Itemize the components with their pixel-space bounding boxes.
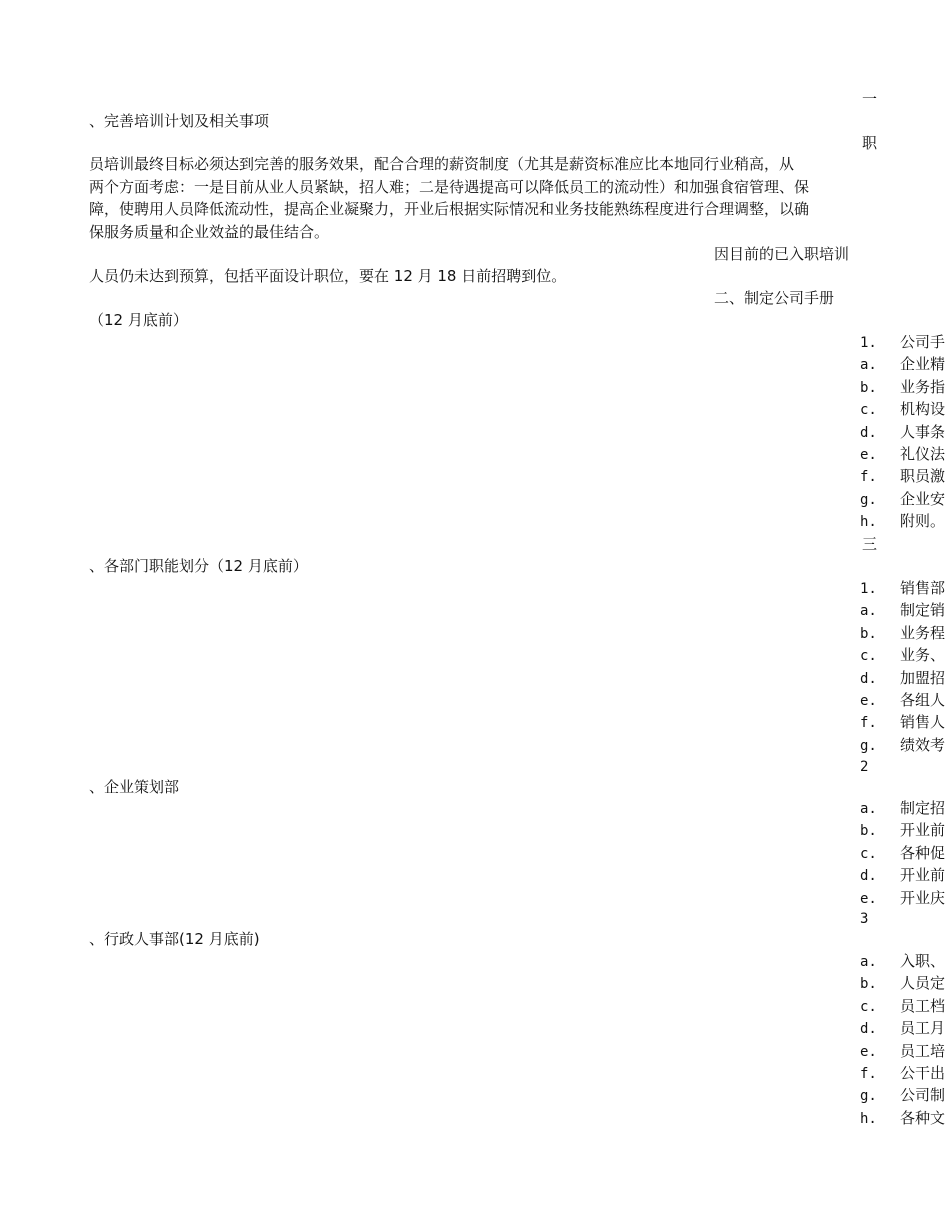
list-text: 加盟招: [900, 668, 946, 687]
list-marker: h.: [860, 514, 877, 531]
list-item: [860, 510, 945, 533]
list-text: 开业庆: [900, 888, 946, 907]
heading-departments: 、各部门职能划分（12 月底前）: [89, 557, 308, 575]
list-text: 制定销: [900, 601, 946, 620]
list-item: [860, 577, 945, 600]
list-item: [860, 995, 945, 1018]
list-item: [860, 622, 945, 645]
list-item: [860, 353, 945, 376]
list-text: 礼仪法: [900, 445, 946, 463]
list-marker: e.: [860, 890, 877, 907]
list-marker: 1.: [860, 581, 877, 597]
list-marker: f.: [860, 715, 877, 732]
list-text: 业务指: [900, 377, 946, 396]
list-item: [860, 644, 945, 667]
list-text: 开业前: [900, 866, 946, 885]
dash-marker: 一: [862, 90, 878, 108]
list-item: [860, 1084, 945, 1107]
list-text: 公司手: [900, 333, 946, 351]
list-item: [860, 972, 945, 995]
list-marker: a.: [860, 603, 877, 620]
list-text: 销售部: [900, 579, 946, 597]
zhi-char: 职: [862, 134, 878, 152]
list-marker: b.: [860, 976, 877, 993]
list-marker: c.: [860, 648, 877, 665]
list-marker: d.: [860, 670, 877, 687]
list-item: [860, 488, 945, 511]
list-item: [860, 398, 945, 421]
list-text: 业务、: [900, 646, 946, 665]
list-text: 企业安: [900, 489, 946, 508]
list-marker: g.: [860, 491, 877, 508]
list-marker: g.: [860, 737, 877, 754]
list-text: 机构设: [900, 400, 946, 419]
list-marker: d.: [860, 868, 877, 885]
list-marker: e.: [860, 693, 877, 709]
list-text: 企业精: [900, 355, 946, 374]
section-3-number: 3: [860, 911, 869, 927]
list-item: [860, 864, 945, 887]
list-text: 员工月: [900, 1019, 946, 1038]
list-marker: b.: [860, 625, 877, 642]
list-text: 销售人: [900, 713, 946, 732]
list-item: [860, 1017, 945, 1040]
list-marker: e.: [860, 1043, 877, 1060]
list-item: [860, 421, 945, 444]
training-paragraph: [89, 153, 861, 243]
list-text: 各种文: [900, 1108, 946, 1127]
list-text: 人员定: [900, 974, 946, 993]
list-item: [860, 465, 945, 488]
list-item: [860, 667, 945, 690]
deadline-note: （12 月底前）: [89, 311, 188, 329]
list-item: [860, 950, 945, 973]
list-item: [860, 711, 945, 734]
list-marker: h.: [860, 1110, 877, 1127]
list-text: 各组人: [900, 691, 946, 709]
list-text: 员工培: [900, 1041, 946, 1060]
onboarding-note: 因目前的已入职培训: [714, 245, 850, 263]
list-marker: c.: [860, 845, 877, 862]
list-item: [860, 887, 945, 910]
list-text: 绩效考: [900, 735, 946, 754]
heading-manual: 二、制定公司手册: [714, 289, 835, 307]
list-marker: b.: [860, 379, 877, 396]
list-marker: b.: [860, 823, 877, 840]
list-marker: e.: [860, 447, 877, 463]
list-text: 附则。: [900, 512, 946, 531]
list-text: 业务程: [900, 623, 946, 642]
list-marker: 1.: [860, 335, 877, 351]
list-marker: c.: [860, 402, 877, 419]
list-marker: c.: [860, 998, 877, 1015]
heading-planning: 、企业策划部: [89, 778, 180, 796]
list-item: [860, 1062, 945, 1085]
list-text: 公司制: [900, 1086, 946, 1105]
recruit-line: 人员仍未达到预算，包括平面设计职位，要在 12 月 18 日前招聘到位。: [89, 267, 567, 285]
list-marker: a.: [860, 801, 877, 817]
paragraph-line: 两个方面考虑：一是目前从业人员紧缺，招人难；二是待遇提高可以降低员工的流动性）和加强食宿管理、保: [89, 177, 810, 196]
list-text: 各种促: [900, 843, 946, 862]
paragraph-line: 保服务质量和企业效益的最佳结合。: [89, 222, 330, 241]
list-item: [860, 1040, 945, 1063]
list-item: [860, 443, 945, 466]
section-three-marker: 三: [862, 535, 878, 553]
list-item: [860, 331, 945, 354]
list-marker: a.: [860, 357, 877, 374]
list-item: [860, 797, 945, 820]
list-text: 人事条: [900, 422, 946, 441]
list-marker: f.: [860, 469, 877, 486]
list-text: 制定招: [900, 799, 946, 817]
list-text: 开业前: [900, 821, 946, 840]
list-item: [860, 734, 945, 757]
list-item: [860, 842, 945, 865]
list-marker: a.: [860, 954, 877, 970]
list-marker: g.: [860, 1088, 877, 1105]
heading-training: 、完善培训计划及相关事项: [89, 112, 270, 130]
section-2-number: 2: [860, 759, 869, 775]
list-item: [860, 1107, 945, 1130]
list-item: [860, 819, 945, 842]
list-marker: d.: [860, 424, 877, 441]
list-marker: d.: [860, 1021, 877, 1038]
list-item: [860, 376, 945, 399]
list-text: 员工档: [900, 996, 946, 1015]
list-marker: f.: [860, 1066, 877, 1082]
list-item: [860, 689, 945, 712]
list-text: 公干出: [900, 1064, 946, 1082]
list-item: [860, 599, 945, 622]
paragraph-line: 员培训最终目标必须达到完善的服务效果，配合合理的薪资制度（尤其是薪资标准应比本地同行业稍高，从: [89, 155, 795, 173]
list-text: 职员激: [900, 467, 946, 486]
paragraph-line: 障，使聘用人员降低流动性，提高企业凝聚力，开业后根据实际情况和业务技能熟练程度进行合理调整，以确: [89, 200, 810, 218]
heading-admin: 、行政人事部(12 月底前): [89, 930, 260, 948]
list-text: 入职、: [900, 952, 946, 970]
